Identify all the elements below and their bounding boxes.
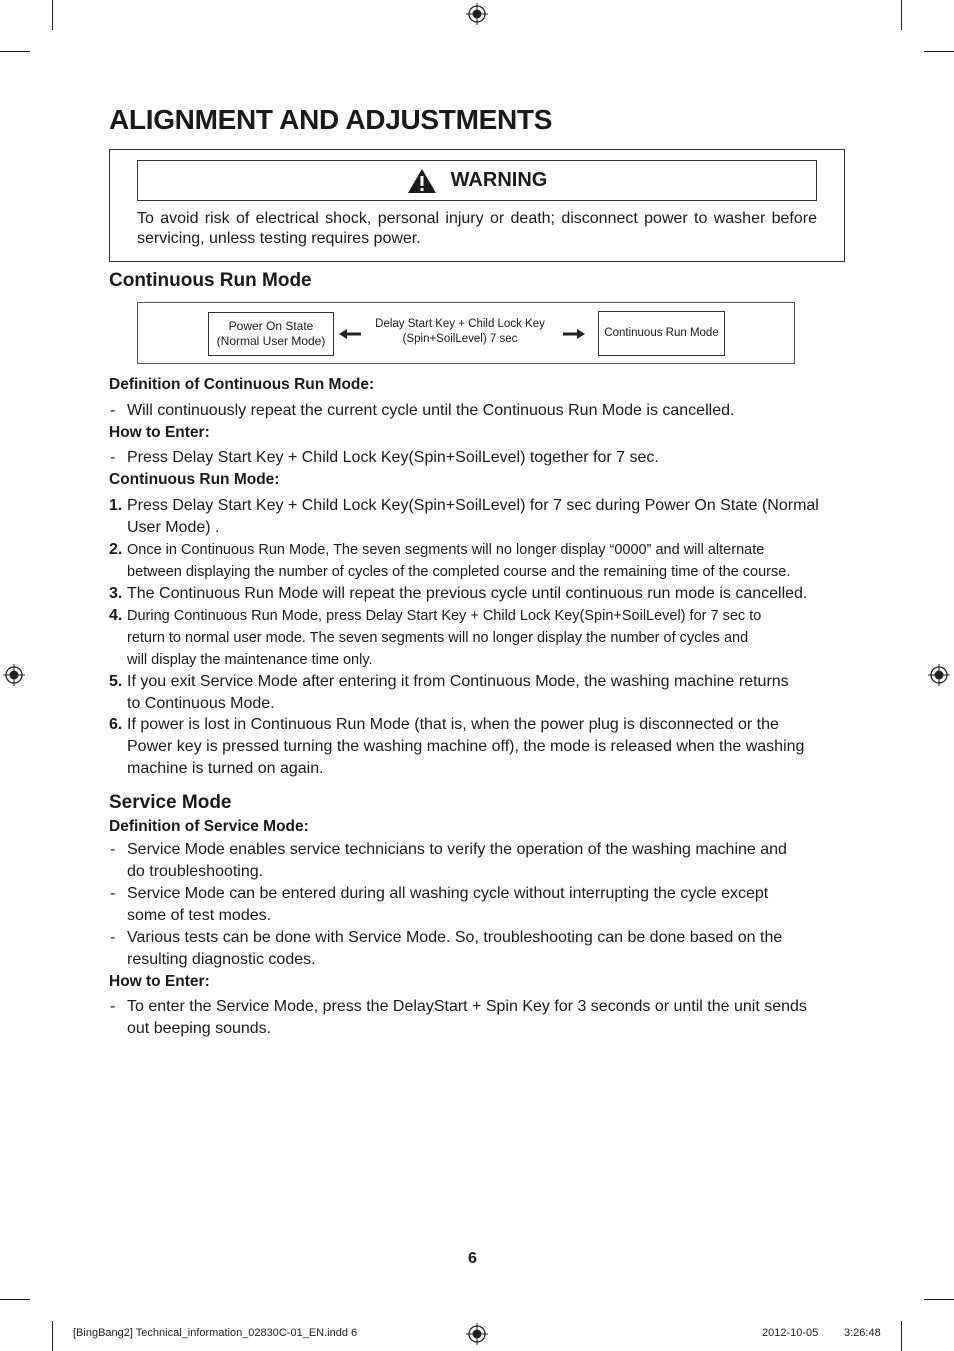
warning-text: To avoid risk of electrical shock, personal injury or death; disconnect power to washer before servicing, unless testing requires power. — [137, 210, 817, 247]
crop-mark — [901, 0, 902, 30]
bullet-dash: - — [110, 998, 116, 1015]
service-item: do troubleshooting. — [127, 863, 264, 880]
step-number: 4. — [109, 607, 123, 624]
service-item: some of test modes. — [127, 907, 272, 924]
registration-mark-icon — [466, 1323, 488, 1345]
section-heading-continuous: Continuous Run Mode — [109, 270, 312, 291]
step-text: between displaying the number of cycles of the completed course and the remaining time of the course. — [127, 564, 791, 580]
step-number: 5. — [109, 673, 123, 690]
service-item: Various tests can be done with Service Mode. So, troubleshooting can be done based on the — [127, 929, 783, 946]
footer-file: [BingBang2] Technical_information_02830C-01_EN.indd 6 — [73, 1327, 358, 1339]
section-heading-service: Service Mode — [109, 792, 232, 813]
arrow-left-icon — [339, 329, 361, 339]
bullet-dash: - — [110, 402, 116, 419]
service-item: Service Mode can be entered during all washing cycle without interrupting the cycle except — [127, 885, 769, 902]
footer-time: 3:26:48 — [844, 1327, 881, 1339]
bullet-dash: - — [110, 885, 116, 902]
arrow-right-icon — [563, 329, 585, 339]
step-text: will display the maintenance time only. — [127, 652, 373, 668]
page-title: ALIGNMENT AND ADJUSTMENTS — [109, 104, 553, 135]
definition-item: Will continuously repeat the current cycle until the Continuous Run Mode is cancelled. — [127, 402, 735, 419]
warning-triangle-icon — [407, 168, 437, 194]
service-how-label: How to Enter: — [109, 973, 210, 990]
registration-mark-icon — [466, 3, 488, 25]
diagram-key-line1: Delay Start Key + Child Lock Key — [375, 318, 545, 330]
crop-mark — [924, 1299, 954, 1300]
crop-mark — [0, 1299, 30, 1300]
crop-mark — [52, 0, 53, 30]
continuous-mode-label: Continuous Run Mode: — [109, 471, 280, 488]
step-text: machine is turned on again. — [127, 760, 324, 777]
crop-mark — [52, 1321, 53, 1351]
diagram-box-power-on-line2: (Normal User Mode) — [216, 334, 326, 348]
service-definition-label: Definition of Service Mode: — [109, 818, 309, 835]
step-text: During Continuous Run Mode, press Delay Start Key + Child Lock Key(Spin+SoilLevel) for 7 sec to — [127, 608, 762, 624]
step-number: 2. — [109, 541, 123, 558]
bullet-dash: - — [110, 929, 116, 946]
step-text: Press Delay Start Key + Child Lock Key(Spin+SoilLevel) for 7 sec during Power On State (Normal — [127, 497, 819, 514]
diagram-key-line2: (Spin+SoilLevel) 7 sec — [402, 333, 518, 345]
definition-label: Definition of Continuous Run Mode: — [109, 376, 375, 393]
step-text: Once in Continuous Run Mode, The seven segments will no longer display “0000” and will alternate — [127, 542, 765, 558]
registration-mark-icon — [3, 664, 25, 686]
flow-diagram — [137, 302, 795, 364]
service-item: Service Mode enables service technicians to verify the operation of the washing machine and — [127, 841, 787, 858]
diagram-key-label — [370, 317, 550, 347]
crop-mark — [0, 51, 30, 52]
step-text: If you exit Service Mode after entering it from Continuous Mode, the washing machine returns — [127, 673, 789, 690]
diagram-box-power-on-line1: Power On State — [228, 319, 314, 333]
warning-label: WARNING — [450, 169, 548, 191]
step-text: return to normal user mode. The seven segments will no longer display the number of cycles and — [127, 630, 749, 646]
crop-mark — [901, 1321, 902, 1351]
step-number: 3. — [109, 585, 123, 602]
crop-mark — [924, 51, 954, 52]
step-number: 6. — [109, 716, 123, 733]
service-how-item: out beeping sounds. — [127, 1020, 272, 1037]
bullet-dash: - — [110, 449, 116, 466]
step-text: If power is lost in Continuous Run Mode (that is, when the power plug is disconnected or the — [127, 716, 779, 733]
diagram-box-power-on — [208, 312, 334, 356]
service-how-item: To enter the Service Mode, press the DelayStart + Spin Key for 3 seconds or until the unit sends — [127, 998, 807, 1015]
how-to-enter-label: How to Enter: — [109, 424, 210, 441]
step-text: Power key is pressed turning the washing machine off), the mode is released when the washing — [127, 738, 805, 755]
registration-mark-icon — [928, 664, 950, 686]
bullet-dash: - — [110, 841, 116, 858]
how-to-enter-item: Press Delay Start Key + Child Lock Key(Spin+SoilLevel) together for 7 sec. — [127, 449, 659, 466]
step-text: User Mode) . — [127, 519, 220, 536]
step-text: The Continuous Run Mode will repeat the previous cycle until continuous run mode is cancelled. — [127, 585, 808, 602]
step-text: to Continuous Mode. — [127, 695, 275, 712]
page-number: 6 — [468, 1250, 477, 1267]
warning-header — [137, 160, 817, 201]
step-number: 1. — [109, 497, 123, 514]
diagram-box-continuous: Continuous Run Mode — [598, 311, 725, 356]
service-item: resulting diagnostic codes. — [127, 951, 316, 968]
footer-date: 2012-10-05 — [762, 1327, 819, 1339]
